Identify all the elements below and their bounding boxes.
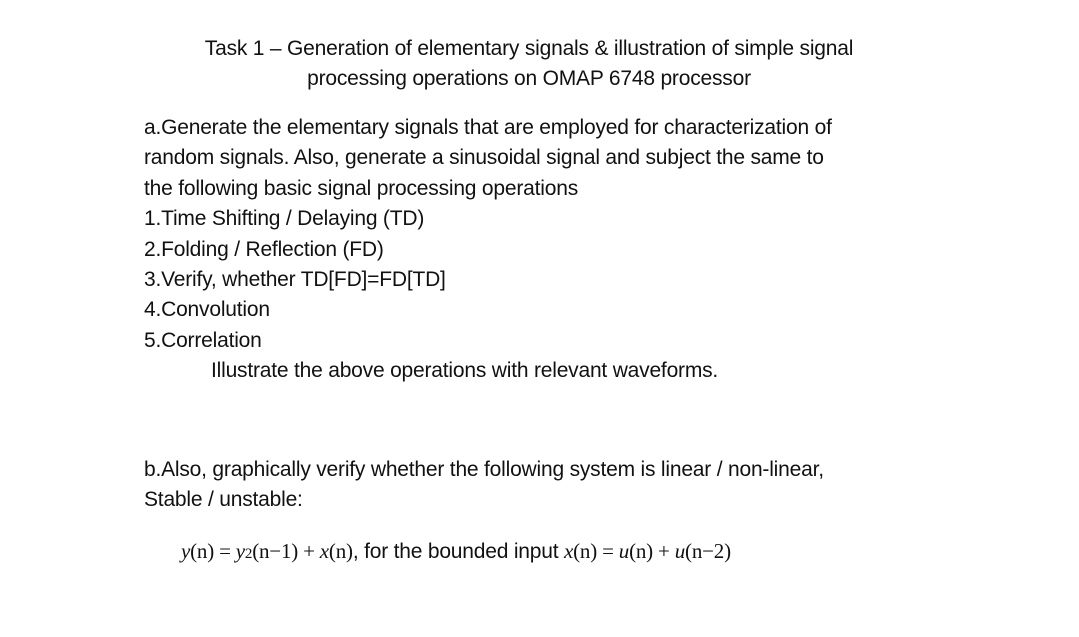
equation-plus: +	[298, 539, 320, 563]
operation-time-shifting: 1.Time Shifting / Delaying (TD)	[144, 207, 425, 231]
part-a-section	[144, 113, 944, 387]
system-equation	[181, 536, 731, 569]
part-a-intro-line-2: random signals. Also, generate a sinusoidal signal and subject the same to	[144, 146, 824, 170]
equation-connector: , for the bounded input	[352, 540, 565, 563]
equation-rhs-term-1: y2(n−1)	[235, 539, 299, 563]
task-title	[150, 34, 908, 94]
operation-folding: 2.Folding / Reflection (FD)	[144, 237, 384, 261]
equation-lhs: y(n)	[181, 539, 215, 563]
part-a-intro-line-1: a.Generate the elementary signals that are employed for characterization of	[144, 116, 832, 139]
task-title-line-2: processing operations on OMAP 6748 processor	[307, 67, 751, 90]
operation-convolution: 4.Convolution	[144, 298, 270, 322]
equation-input-term-2: u(n−2)	[674, 539, 731, 563]
equation-input-term-1: u(n)	[618, 539, 653, 563]
equation-input-plus: +	[652, 539, 675, 563]
operation-verify: 3.Verify, whether TD[FD]=FD[TD]	[144, 268, 446, 292]
equation-input-lhs: x(n)	[564, 539, 598, 563]
part-a-note: Illustrate the above operations with relevant waveforms.	[211, 359, 719, 383]
part-b-section	[144, 455, 944, 516]
part-b-intro-line-1: b.Also, graphically verify whether the following system is linear / non-linear,	[144, 458, 824, 481]
operation-correlation: 5.Correlation	[144, 328, 262, 352]
task-title-line-1: Task 1 – Generation of elementary signals & illustration of simple signal	[204, 37, 854, 60]
part-a-intro-line-3: the following basic signal processing operations	[144, 176, 578, 200]
equation-rhs-term-2: x(n)	[319, 539, 353, 563]
part-b-intro-line-2: Stable / unstable:	[144, 488, 303, 512]
equation-equals: =	[214, 539, 236, 563]
equation-input-equals: =	[597, 539, 619, 563]
